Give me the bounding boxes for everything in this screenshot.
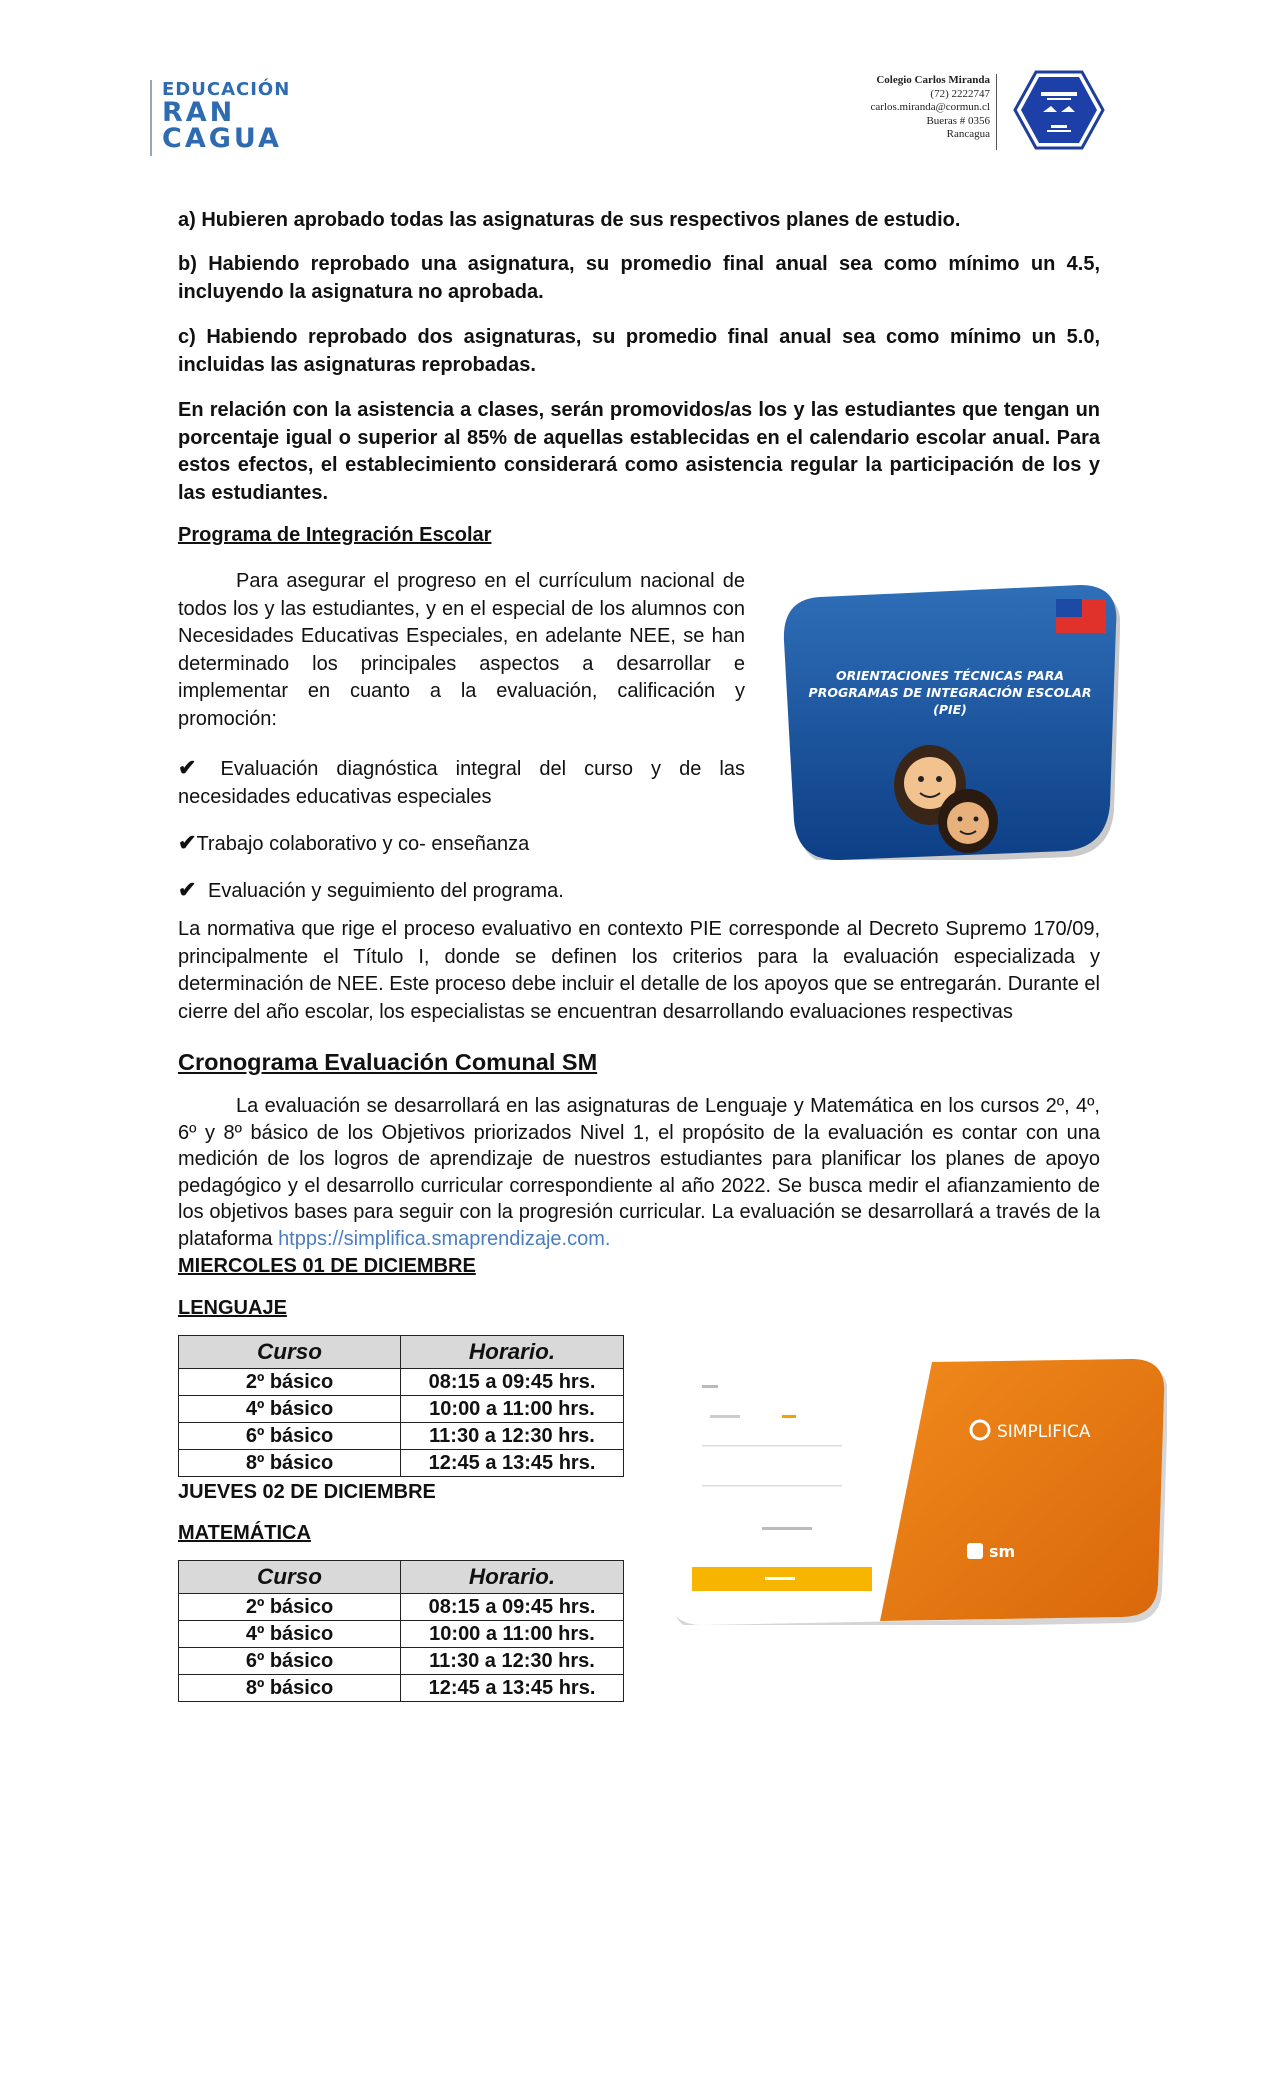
school-info <box>820 74 997 150</box>
pie-bullet-1 <box>178 754 745 811</box>
pie-bullet-2 <box>178 829 745 859</box>
checkmark-icon: ✔ <box>178 755 197 780</box>
logo-line-3: CAGUA <box>162 123 282 154</box>
svg-text:PROGRAMAS DE INTEGRACIÓN ESCOL: PROGRAMAS DE INTEGRACIÓN ESCOLAR <box>808 685 1092 700</box>
table-header-row <box>179 1561 624 1594</box>
school-email: carlos.miranda@cormun.cl <box>870 101 990 113</box>
pie-intro: Para asegurar el progreso en el currículum nacional de todos los y las estudiantes, y en el especial de los alumnos con Necesidades Educativas Especiales, en adelante NEE, se han determinado los principales aspectos a desarrollar e implementar en cuanto a la evaluación, calificación y promoción: <box>178 570 745 730</box>
horario-cell: 12:45 a 13:45 hrs. <box>401 1675 624 1702</box>
curso-cell: 8º básico <box>179 1675 401 1702</box>
horario-cell: 11:30 a 12:30 hrs. <box>401 1423 624 1450</box>
curso-cell: 2º básico <box>179 1369 401 1396</box>
school-name: Colegio Carlos Miranda <box>876 74 990 86</box>
checkmark-icon: ✔ <box>178 830 197 855</box>
table-row <box>179 1423 624 1450</box>
curso-cell: 4º básico <box>179 1396 401 1423</box>
simplifica-brand: SIMPLIFICA <box>997 1422 1091 1442</box>
horario-cell: 12:45 a 13:45 hrs. <box>401 1450 624 1477</box>
table-row <box>179 1450 624 1477</box>
col-curso: Curso <box>179 1561 401 1594</box>
sm-heading: Cronograma Evaluación Comunal SM <box>178 1049 598 1075</box>
school-address: Bueras # 0356 <box>926 114 990 127</box>
attendance-paragraph: En relación con la asistencia a clases, serán promovidos/as los y las estudiantes que tengan un porcentaje igual o superior al 85% de aquellas establecidas en el calendario escolar anual. Para estos efectos, el establecimiento considerará como asistencia regular la participación de los y las estudiantes. <box>178 399 1100 504</box>
school-city: Rancagua <box>946 128 990 140</box>
table-row <box>179 1396 624 1423</box>
pie-heading: Programa de Integración Escolar <box>178 524 492 546</box>
horario-cell: 10:00 a 11:00 hrs. <box>401 1621 624 1648</box>
logo-line-1: EDUCACIÓN <box>162 79 291 100</box>
curso-cell: 6º básico <box>179 1648 401 1675</box>
col-horario: Horario. <box>401 1336 624 1369</box>
curso-cell: 6º básico <box>179 1423 401 1450</box>
horario-cell: 10:00 a 11:00 hrs. <box>401 1396 624 1423</box>
pie-bullet-3 <box>178 876 745 906</box>
school-phone: (72) 2222747 <box>930 87 990 100</box>
pie-bullet-1-text: Evaluación diagnóstica integral del curso y de las necesidades educativas especiales <box>178 758 745 808</box>
col-horario: Horario. <box>401 1561 624 1594</box>
curso-cell: 4º básico <box>179 1621 401 1648</box>
table-row <box>179 1621 624 1648</box>
sm-logo: sm <box>989 1542 1016 1561</box>
promotion-item-a: a) Hubieren aprobado todas las asignaturas de sus respectivos planes de estudio. <box>178 209 961 231</box>
day1-heading: MIERCOLES 01 DE DICIEMBRE <box>178 1255 476 1277</box>
table-row <box>179 1369 624 1396</box>
pie-cover-image <box>780 585 1120 860</box>
checkmark-icon: ✔ <box>178 877 197 902</box>
school-seal-icon <box>1013 70 1105 150</box>
curso-cell: 2º básico <box>179 1594 401 1621</box>
table-header-row <box>179 1336 624 1369</box>
matematica-schedule-table <box>178 1560 624 1702</box>
promotion-item-c: c) Habiendo reprobado dos asignaturas, su promedio final anual sea como mínimo un 5.0, incluidas las asignaturas reprobadas. <box>178 326 1100 376</box>
pie-normativa: La normativa que rige el proceso evaluativo en contexto PIE corresponde al Decreto Supremo 170/09, principalmente el Título I, donde se definen los criterios para la evaluación especializada y determinación de NEE. Este proceso debe incluir el detalle de los apoyos que se entregarán. Durante el cierre del año escolar, los especialistas se encuentran desarrollando evaluaciones respectivas <box>178 918 1100 1023</box>
svg-text:ORIENTACIONES TÉCNICAS PARA: ORIENTACIONES TÉCNICAS PARA <box>835 668 1065 683</box>
sm-intro-text: La evaluación se desarrollará en las asignaturas de Lenguaje y Matemática en los cursos 2º, 4º, 6º y 8º básico de los Objetivos priorizados Nivel 1, el propósito de la evaluación es contar con una medición de los logros de aprendizaje de nuestros estudiantes para planificar los planes de apoyo pedagógico y el desarrollo curricular correspondiente al año 2022. Se busca medir el afianzamiento de los objetivos bases para seguir con la progresión curricular. La evaluación se desarrollará a través de la plataforma <box>178 1095 1100 1250</box>
simplifica-link[interactable]: htpps://simplifica.smaprendizaje.com. <box>278 1227 611 1250</box>
horario-cell: 08:15 a 09:45 hrs. <box>401 1594 624 1621</box>
subject2-heading: MATEMÁTICA <box>178 1522 311 1544</box>
pie-bullet-3-text: Evaluación y seguimiento del programa. <box>208 880 564 902</box>
curso-cell: 8º básico <box>179 1450 401 1477</box>
horario-cell: 08:15 a 09:45 hrs. <box>401 1369 624 1396</box>
table-row <box>179 1675 624 1702</box>
horario-cell: 11:30 a 12:30 hrs. <box>401 1648 624 1675</box>
promotion-item-b: b) Habiendo reprobado una asignatura, su promedio final anual sea como mínimo un 4.5, incluyendo la asignatura no aprobada. <box>178 253 1100 303</box>
educacion-rancagua-logo <box>150 80 332 156</box>
lenguaje-schedule-table <box>178 1335 624 1477</box>
table-row <box>179 1594 624 1621</box>
pie-bullet-2-text: Trabajo colaborativo y co- enseñanza <box>196 833 530 855</box>
table-row <box>179 1648 624 1675</box>
simplifica-platform-image <box>662 1355 1167 1625</box>
logo-line-2: RAN <box>162 97 236 128</box>
svg-text:(PIE): (PIE) <box>933 702 967 717</box>
subject1-heading: LENGUAJE <box>178 1297 287 1319</box>
sm-intro <box>178 1093 1100 1252</box>
col-curso: Curso <box>179 1336 401 1369</box>
day2-heading: JUEVES 02 DE DICIEMBRE <box>178 1481 436 1503</box>
